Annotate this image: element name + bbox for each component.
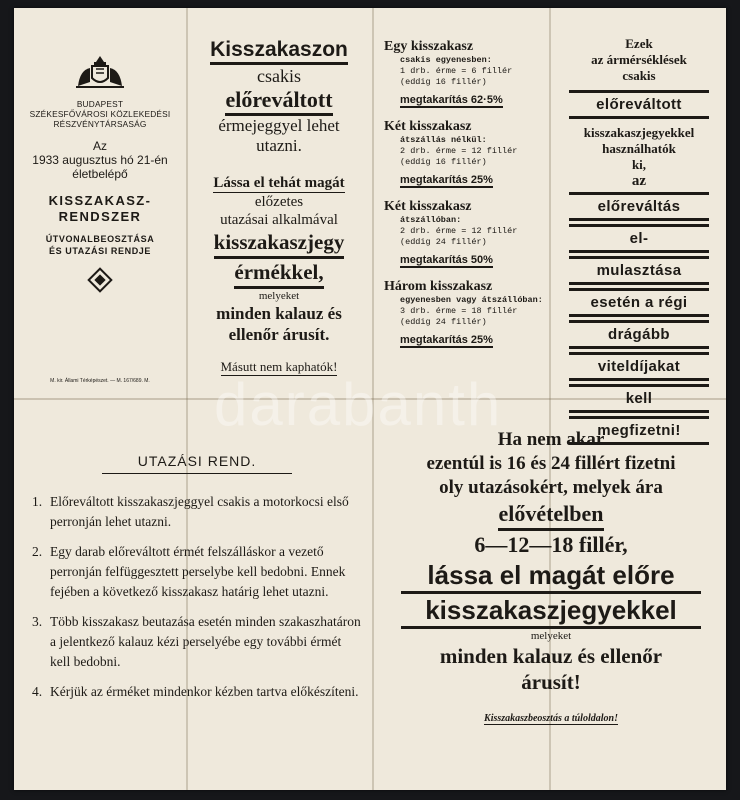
rule-number: 2. bbox=[32, 544, 43, 559]
subtitle-line: ÚTVONALBEOSZTÁSA bbox=[45, 234, 155, 244]
prepaid-panel bbox=[194, 38, 364, 376]
rule-text: Egy darab előreváltott érmét felszálláskor a vezető perronján felfüggesztett perselybe kell bedobni. Ennek fejében a következő kisszakasz határig lehet utazni. bbox=[50, 544, 346, 599]
fare-price: 1 drb. érme = 6 fillér bbox=[400, 66, 513, 76]
warning-emphasis: mulasztása bbox=[569, 256, 709, 285]
org-line: BUDAPEST bbox=[76, 99, 124, 109]
diamond-emblem-icon bbox=[87, 267, 112, 292]
warning-line: ki, bbox=[631, 157, 647, 172]
fare-previous: (eddig 24 fillér) bbox=[400, 317, 487, 327]
rule-text: Több kisszakasz beutazása esetén minden szakaszhatáron a jelentkező kalauz kézi perselyébe egy további érmét kell bedobni. bbox=[50, 614, 361, 669]
fare-saving: megtakarítás 25% bbox=[400, 334, 493, 346]
fare-previous: (eddig 16 fillér) bbox=[400, 157, 487, 167]
advice-line: Lássa el tehát magát bbox=[213, 175, 345, 191]
subtitle-line: ÉS UTAZÁSI RENDJE bbox=[48, 246, 152, 256]
warning-emphasis: előreváltott bbox=[569, 90, 709, 119]
promo-sellers: árusít! bbox=[521, 670, 581, 694]
fare-previous: (eddig 24 fillér) bbox=[400, 237, 487, 247]
headline: Kisszakaszon bbox=[210, 38, 348, 65]
date-line: 1933 augusztus hó 21-én bbox=[32, 153, 168, 167]
warning-emphasis: megfizetni! bbox=[569, 416, 709, 445]
rule-item bbox=[32, 542, 362, 602]
rule-item bbox=[32, 492, 362, 532]
fare-saving: megtakarítás 50% bbox=[400, 254, 493, 266]
org-line: RÉSZVÉNYTÁRSASÁG bbox=[53, 119, 147, 129]
watermark: darabanth bbox=[214, 371, 503, 438]
fare-condition: egyenesben vagy átszállóban: bbox=[400, 295, 543, 305]
fare-saving: megtakarítás 25% bbox=[400, 174, 493, 186]
fare-price: 2 drb. érme = 12 fillér bbox=[400, 226, 518, 236]
warning-emphasis: esetén a régi bbox=[569, 288, 709, 317]
warning-emphasis: kell bbox=[569, 384, 709, 413]
headline-line: utazni. bbox=[256, 136, 302, 155]
cover-panel bbox=[14, 8, 186, 398]
fare-block bbox=[384, 278, 544, 348]
warning-line: az bbox=[631, 173, 647, 189]
warning-line: csakis bbox=[622, 68, 656, 83]
warning-emphasis: el- bbox=[569, 224, 709, 253]
rules-heading: UTAZÁSI REND. bbox=[102, 453, 292, 474]
sellers-line: ellenőr árusít. bbox=[228, 325, 330, 344]
rule-text: Előreváltott kisszakaszjeggyel csakis a motorkocsi első perronján lehet utazni. bbox=[50, 494, 349, 529]
warning-emphasis: előreváltás bbox=[569, 192, 709, 221]
rule-item bbox=[32, 682, 362, 702]
fare-heading: Két kisszakasz bbox=[384, 119, 472, 134]
fare-previous: (eddig 16 fillér) bbox=[400, 77, 487, 87]
date-line: életbelépő bbox=[72, 167, 128, 181]
fare-block bbox=[384, 118, 544, 188]
warning-line: az ármérséklések bbox=[591, 52, 687, 67]
headline-line: érmejeggyel lehet bbox=[218, 116, 340, 135]
printer-imprint: M. kir. Állami Térképészet. — M. 167/689. M. bbox=[50, 378, 150, 384]
fare-condition: átszállóban: bbox=[400, 215, 462, 225]
warning-panel bbox=[559, 36, 719, 448]
headline-emphasis: előreváltott bbox=[225, 87, 332, 116]
fare-heading: Két kisszakasz bbox=[384, 199, 472, 214]
rule-number: 4. bbox=[32, 684, 43, 699]
promo-line: ezentúl is 16 és 24 fillért fizetni bbox=[426, 453, 676, 474]
warning-line: kisszakaszjegyekkel bbox=[583, 125, 695, 140]
promo-line: oly utazásokért, melyek ára bbox=[439, 477, 663, 498]
rule-number: 3. bbox=[32, 614, 43, 629]
sellers-line: minden kalauz és bbox=[216, 304, 342, 323]
promo-sellers: minden kalauz és ellenőr bbox=[439, 644, 663, 668]
token-name: érmékkel, bbox=[234, 259, 323, 289]
advice-line: utazásai alkalmával bbox=[220, 212, 338, 228]
organization-name bbox=[14, 99, 186, 129]
warning-emphasis: viteldíjakat bbox=[569, 352, 709, 381]
title-line: RENDSZER bbox=[58, 209, 142, 224]
rule-text: Kérjük az érméket mindenkor kézben tartva előkészíteni. bbox=[50, 684, 359, 699]
title-line: KISSZAKASZ- bbox=[48, 193, 152, 208]
advice-line: melyeket bbox=[258, 290, 300, 302]
date-line: Az bbox=[92, 139, 107, 153]
poster-sheet bbox=[14, 8, 726, 790]
advice-line: előzetes bbox=[254, 194, 304, 210]
promo-prices: 6—12—18 fillér, bbox=[474, 532, 628, 557]
rule-number: 1. bbox=[32, 494, 43, 509]
fare-heading: Egy kisszakasz bbox=[384, 39, 474, 54]
fare-block bbox=[384, 38, 544, 108]
effective-date bbox=[14, 139, 186, 181]
fare-condition: átszállás nélkül: bbox=[400, 135, 487, 145]
travel-rules-panel bbox=[32, 453, 362, 712]
overleaf-note: Kisszakaszbeosztás a túloldalon! bbox=[484, 713, 618, 724]
fare-heading: Három kisszakasz bbox=[384, 279, 493, 294]
warning-line: használhatók bbox=[602, 141, 676, 156]
promo-panel bbox=[386, 428, 716, 726]
promo-line: melyeket bbox=[530, 630, 572, 642]
cover-subtitle bbox=[14, 233, 186, 257]
fare-condition: csakis egyenesben: bbox=[400, 55, 492, 65]
fare-saving: megtakarítás 62·5% bbox=[400, 94, 503, 106]
promo-headline: lássa el magát előre bbox=[427, 560, 675, 590]
token-name: kisszakaszjegy bbox=[214, 229, 345, 259]
org-line: SZÉKESFŐVÁROSI KÖZLEKEDÉSI bbox=[29, 109, 171, 119]
cover-title bbox=[14, 193, 186, 225]
fare-price: 3 drb. érme = 18 fillér bbox=[400, 306, 518, 316]
headline-line: csakis bbox=[257, 66, 301, 86]
promo-emphasis: elővételben bbox=[498, 500, 603, 531]
promo-headline: kisszakaszjegyekkel bbox=[425, 595, 677, 625]
warning-line: Ezek bbox=[625, 36, 653, 51]
fare-panel bbox=[384, 38, 544, 358]
coat-of-arms-icon bbox=[70, 52, 130, 92]
rule-item bbox=[32, 612, 362, 672]
fare-price: 2 drb. érme = 12 fillér bbox=[400, 146, 518, 156]
promo-line: Ha nem akar bbox=[497, 429, 605, 450]
warning-emphasis: drágább bbox=[569, 320, 709, 349]
not-elsewhere-note: Másutt nem kaphatók! bbox=[220, 359, 338, 374]
fare-block bbox=[384, 198, 544, 268]
